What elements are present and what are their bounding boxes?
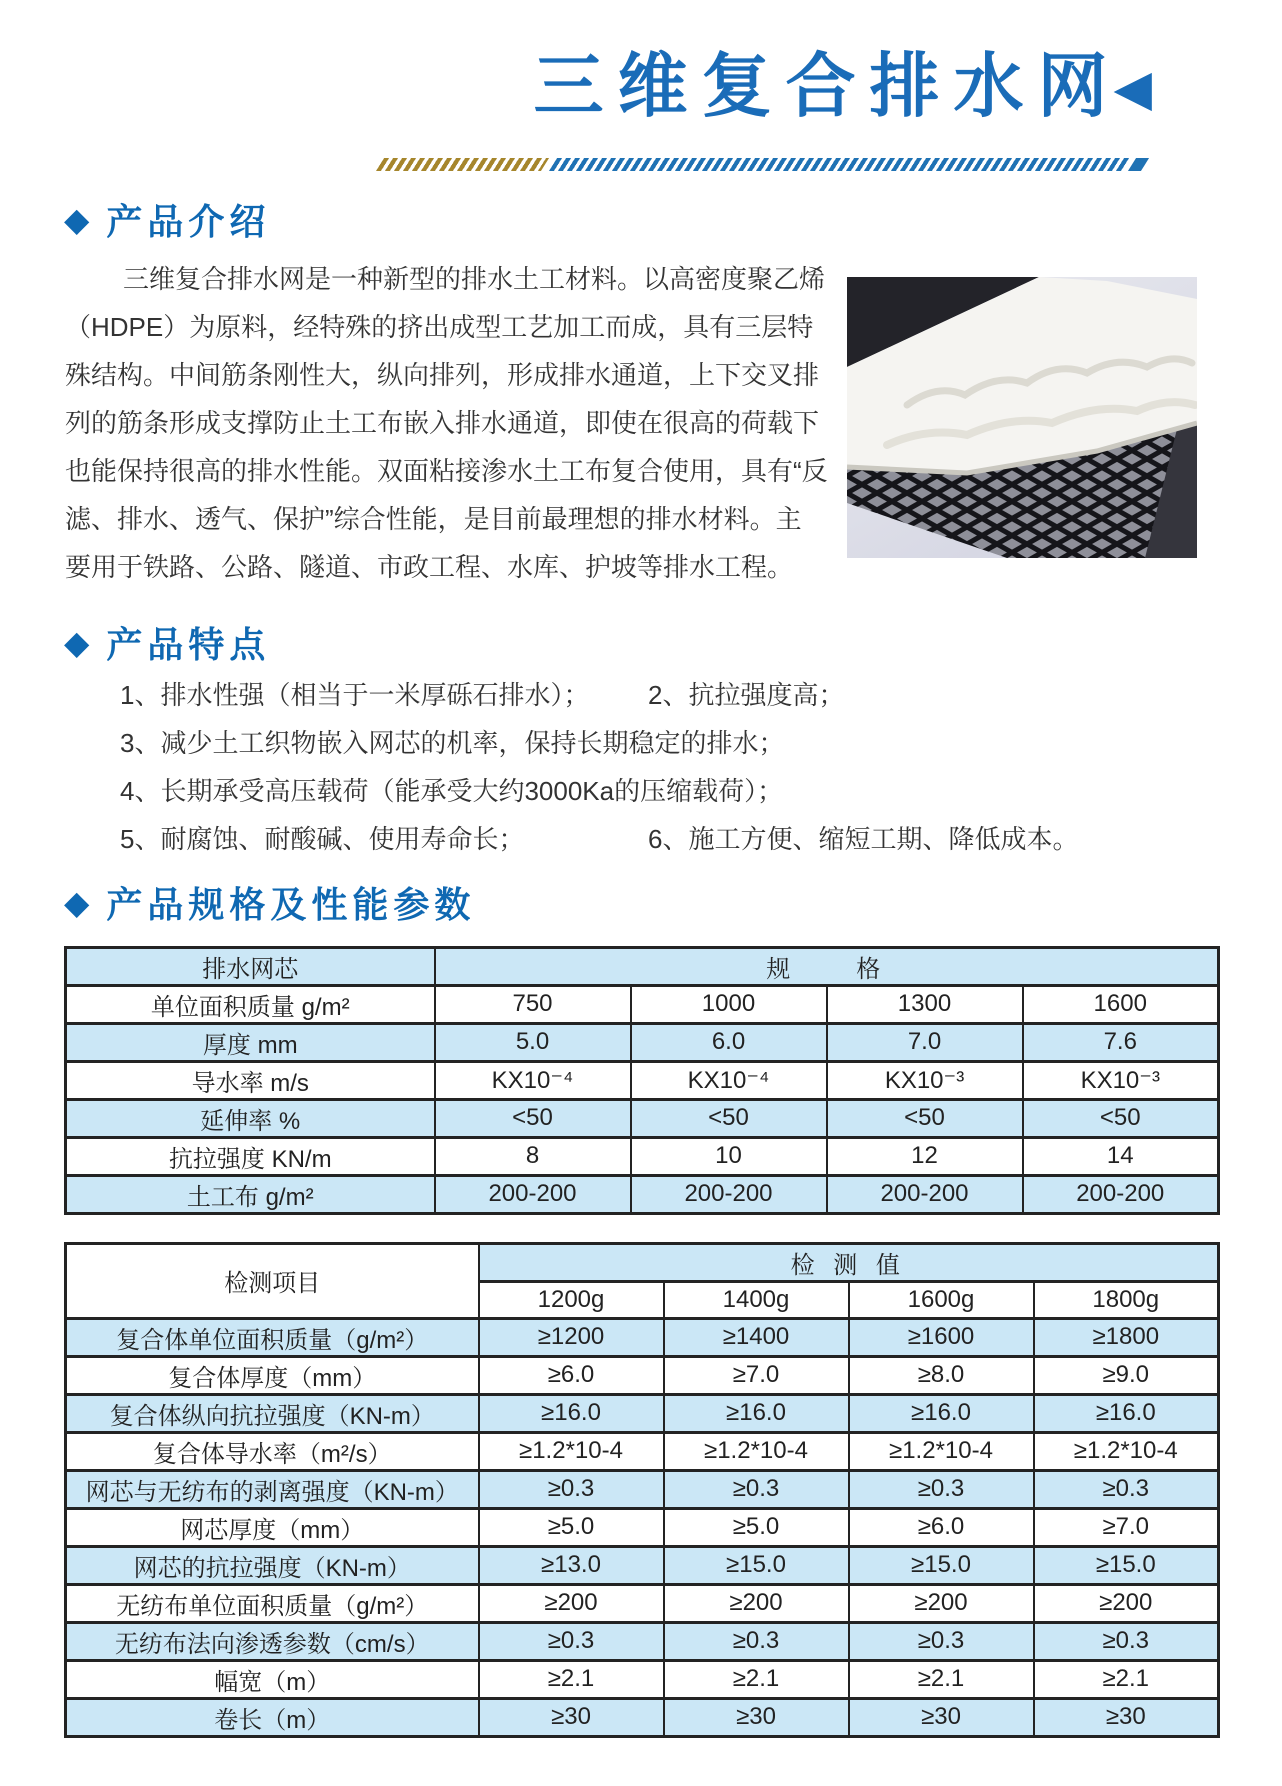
cell-value: ≥30 xyxy=(664,1698,849,1736)
stripe-end-block xyxy=(1128,158,1149,171)
cell-value: ≥6.0 xyxy=(479,1356,664,1394)
cell-value: <50 xyxy=(1023,1099,1219,1137)
table-span-header: 规 格 xyxy=(435,947,1219,985)
cell-value: 750 xyxy=(435,985,631,1023)
title-arrow-icon: ◀ xyxy=(1113,59,1152,116)
feature-row xyxy=(120,728,1282,759)
cell-value: <50 xyxy=(827,1099,1023,1137)
cell-value: ≥30 xyxy=(479,1698,664,1736)
table-row xyxy=(66,1023,1219,1061)
intro-line: 也能保持很高的排水性能。双面粘接渗水土工布复合使用，具有“反 xyxy=(65,455,828,486)
spec-table-core xyxy=(64,946,1220,1215)
diamond-icon: ◆ xyxy=(64,883,90,921)
table-row xyxy=(66,1432,1219,1470)
cell-value: KX10⁻³ xyxy=(1023,1061,1219,1099)
row-label: 导水率 m/s xyxy=(66,1061,435,1099)
cell-value: ≥30 xyxy=(1034,1698,1219,1736)
cell-value: 200-200 xyxy=(435,1175,631,1213)
cell-value: ≥200 xyxy=(1034,1584,1219,1622)
cell-value: ≥5.0 xyxy=(479,1508,664,1546)
cell-value: 5.0 xyxy=(435,1023,631,1061)
product-photo xyxy=(847,255,1197,558)
table-row xyxy=(66,1622,1219,1660)
cell-value: ≥1.2*10-4 xyxy=(849,1432,1034,1470)
intro-line: 要用于铁路、公路、隧道、市政工程、水库、护坡等排水工程。 xyxy=(65,551,794,582)
table-row xyxy=(66,1356,1219,1394)
page-title: 三维复合排水网 xyxy=(533,49,1122,126)
cell-value: ≥8.0 xyxy=(849,1356,1034,1394)
row-label: 网芯的抗拉强度（KN-m） xyxy=(66,1546,479,1584)
cell-value: ≥1400 xyxy=(664,1318,849,1356)
column-header: 1800g xyxy=(1034,1281,1219,1318)
intro-line: 列的筋条形成支撑防止土工布嵌入排水通道，即使在很高的荷载下 xyxy=(65,407,820,438)
cell-value: ≥16.0 xyxy=(479,1394,664,1432)
cell-value: 200-200 xyxy=(1023,1175,1219,1213)
cell-value: KX10⁻³ xyxy=(827,1061,1023,1099)
diamond-icon: ◆ xyxy=(64,623,90,661)
cell-value: ≥13.0 xyxy=(479,1546,664,1584)
cell-value: <50 xyxy=(631,1099,827,1137)
cell-value: ≥0.3 xyxy=(849,1470,1034,1508)
spec-table-test-body xyxy=(66,1318,1219,1736)
row-label: 卷长（m） xyxy=(66,1698,479,1736)
cell-value: ≥1800 xyxy=(1034,1318,1219,1356)
cell-value: KX10⁻⁴ xyxy=(435,1061,631,1099)
feature-item: 2、抗拉强度高； xyxy=(648,679,845,710)
intro-section-heading xyxy=(64,194,1282,245)
table-row xyxy=(66,1470,1219,1508)
features-section-heading xyxy=(64,617,1282,668)
cell-value: 6.0 xyxy=(631,1023,827,1061)
table-row xyxy=(66,1508,1219,1546)
table-row xyxy=(66,1061,1219,1099)
row-label: 复合体导水率（m²/s） xyxy=(66,1432,479,1470)
cell-value: 7.0 xyxy=(827,1023,1023,1061)
table-row xyxy=(66,1137,1219,1175)
table-header-row xyxy=(66,947,1219,985)
row-label: 幅宽（m） xyxy=(66,1660,479,1698)
table-row xyxy=(66,1318,1219,1356)
spec-table-core-body xyxy=(66,985,1219,1213)
table-row xyxy=(66,1175,1219,1213)
intro-line: （HDPE）为原料，经特殊的挤出成型工艺加工而成，具有三层特 xyxy=(65,311,814,342)
row-label: 复合体纵向抗拉强度（KN-m） xyxy=(66,1394,479,1432)
cell-value: 200-200 xyxy=(827,1175,1023,1213)
cell-value: ≥1.2*10-4 xyxy=(664,1432,849,1470)
cell-value: ≥2.1 xyxy=(849,1660,1034,1698)
row-label: 复合体厚度（mm） xyxy=(66,1356,479,1394)
cell-value: ≥200 xyxy=(849,1584,1034,1622)
cell-value: <50 xyxy=(435,1099,631,1137)
cell-value: ≥7.0 xyxy=(1034,1508,1219,1546)
row-label: 抗拉强度 KN/m xyxy=(66,1137,435,1175)
cell-value: ≥0.3 xyxy=(1034,1470,1219,1508)
cell-value: ≥0.3 xyxy=(479,1622,664,1660)
row-label: 厚度 mm xyxy=(66,1023,435,1061)
cell-value: 14 xyxy=(1023,1137,1219,1175)
cell-value: ≥0.3 xyxy=(479,1470,664,1508)
specs-section-heading xyxy=(64,877,1282,928)
cell-value: ≥30 xyxy=(849,1698,1034,1736)
intro-section-title: 产品介绍 xyxy=(106,200,271,242)
cell-value: ≥16.0 xyxy=(1034,1394,1219,1432)
feature-row xyxy=(120,680,1282,711)
feature-row xyxy=(120,776,1282,807)
table-row xyxy=(66,985,1219,1023)
row-label: 网芯与无纺布的剥离强度（KN-m） xyxy=(66,1470,479,1508)
cell-value: ≥15.0 xyxy=(849,1546,1034,1584)
row-label: 网芯厚度（mm） xyxy=(66,1508,479,1546)
cell-value: ≥2.1 xyxy=(664,1660,849,1698)
spec-table-test xyxy=(64,1242,1220,1738)
cell-value: ≥0.3 xyxy=(849,1622,1034,1660)
features-section-title: 产品特点 xyxy=(106,623,271,665)
cell-value: ≥200 xyxy=(664,1584,849,1622)
row-label: 复合体单位面积质量（g/m²） xyxy=(66,1318,479,1356)
intro-line: 三维复合排水网是一种新型的排水土工材料。以高密度聚乙烯 xyxy=(123,263,826,294)
diamond-icon: ◆ xyxy=(64,200,90,238)
cell-value: ≥15.0 xyxy=(1034,1546,1219,1584)
cell-value: ≥1.2*10-4 xyxy=(479,1432,664,1470)
cell-value: ≥2.1 xyxy=(1034,1660,1219,1698)
row-label: 无纺布法向渗透参数（cm/s） xyxy=(66,1622,479,1660)
header-stripe xyxy=(380,158,1282,172)
cell-value: ≥6.0 xyxy=(849,1508,1034,1546)
cell-value: ≥1600 xyxy=(849,1318,1034,1356)
cell-value: 8 xyxy=(435,1137,631,1175)
row-label: 延伸率 % xyxy=(66,1099,435,1137)
cell-value: ≥7.0 xyxy=(664,1356,849,1394)
table-corner-header: 检测项目 xyxy=(66,1243,479,1318)
feature-item: 4、长期承受高压载荷（能承受大约3000Ka的压缩载荷）； xyxy=(120,775,784,806)
cell-value: 10 xyxy=(631,1137,827,1175)
column-header: 1200g xyxy=(479,1281,664,1318)
cell-value: ≥5.0 xyxy=(664,1508,849,1546)
table-row xyxy=(66,1584,1219,1622)
cell-value: KX10⁻⁴ xyxy=(631,1061,827,1099)
intro-line: 滤、排水、透气、保护”综合性能，是目前最理想的排水材料。主 xyxy=(65,503,802,534)
blue-hatch-stripe xyxy=(549,158,1131,171)
table-corner-header: 排水网芯 xyxy=(66,947,435,985)
features-list xyxy=(120,680,1282,855)
cell-value: ≥200 xyxy=(479,1584,664,1622)
cell-value: 1000 xyxy=(631,985,827,1023)
page-header xyxy=(0,0,1282,132)
cell-value: ≥15.0 xyxy=(664,1546,849,1584)
cell-value: ≥16.0 xyxy=(664,1394,849,1432)
cell-value: 200-200 xyxy=(631,1175,827,1213)
intro-line: 殊结构。中间筋条刚性大，纵向排列，形成排水通道，上下交叉排 xyxy=(65,359,820,390)
cell-value: ≥1.2*10-4 xyxy=(1034,1432,1219,1470)
row-label: 土工布 g/m² xyxy=(66,1175,435,1213)
cell-value: ≥2.1 xyxy=(479,1660,664,1698)
specs-section-title: 产品规格及性能参数 xyxy=(106,883,476,925)
cell-value: 1300 xyxy=(827,985,1023,1023)
feature-item: 5、耐腐蚀、耐酸碱、使用寿命长； xyxy=(120,823,525,854)
gold-hatch-stripe xyxy=(376,158,549,171)
cell-value: ≥1200 xyxy=(479,1318,664,1356)
row-label: 无纺布单位面积质量（g/m²） xyxy=(66,1584,479,1622)
table-row xyxy=(66,1394,1219,1432)
product-photo-image xyxy=(847,255,1197,558)
cell-value: ≥0.3 xyxy=(664,1470,849,1508)
cell-value: 7.6 xyxy=(1023,1023,1219,1061)
table-row xyxy=(66,1698,1219,1736)
column-header: 1400g xyxy=(664,1281,849,1318)
column-header: 1600g xyxy=(849,1281,1034,1318)
intro-body xyxy=(65,255,1197,595)
cell-value: ≥9.0 xyxy=(1034,1356,1219,1394)
cell-value: 1600 xyxy=(1023,985,1219,1023)
row-label: 单位面积质量 g/m² xyxy=(66,985,435,1023)
cell-value: 12 xyxy=(827,1137,1023,1175)
feature-row xyxy=(120,824,1282,855)
table-header-row xyxy=(66,1243,1219,1281)
table-span-header: 检 测 值 xyxy=(479,1243,1219,1281)
cell-value: ≥16.0 xyxy=(849,1394,1034,1432)
table-row xyxy=(66,1099,1219,1137)
table-row xyxy=(66,1660,1219,1698)
table-row xyxy=(66,1546,1219,1584)
cell-value: ≥0.3 xyxy=(664,1622,849,1660)
cell-value: ≥0.3 xyxy=(1034,1622,1219,1660)
feature-item: 6、施工方便、缩短工期、降低成本。 xyxy=(648,823,1079,854)
feature-item: 1、排水性强（相当于一米厚砾石排水）； xyxy=(120,679,590,710)
feature-item: 3、减少土工织物嵌入网芯的机率，保持长期稳定的排水； xyxy=(120,727,785,758)
